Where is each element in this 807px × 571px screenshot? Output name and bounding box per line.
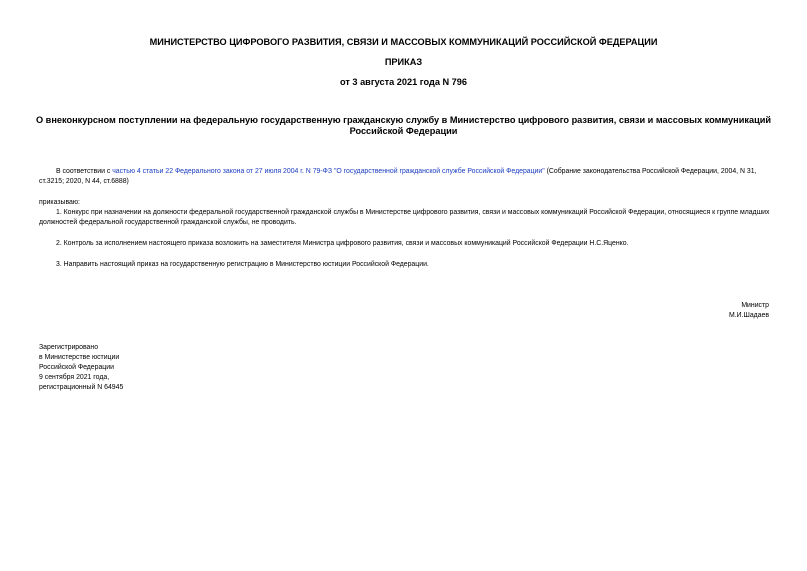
registration-block <box>39 343 123 393</box>
registration-line-3: Российской Федерации <box>39 364 114 371</box>
order-subject-heading: О внеконкурсном поступлении на федеральную государственную гражданскую службу в Министерство цифрового развития, связи и массовых коммуникаций Российской Федерации <box>35 115 772 136</box>
registration-line-2: в Министерстве юстиции <box>39 354 120 361</box>
order-item-1: 1. Конкурс при назначении на должности федеральной государственной гражданской службы в Министерстве цифрового развития, связи и массовых коммуникаций Российской Федерации, относящиеся к группе младших должностей федеральной государственной гражданской службы, не проводить. <box>39 209 770 226</box>
signature-block <box>729 301 769 321</box>
order-item-2: 2. Контроль за исполнением настоящего приказа возложить на заместителя Министра цифрового развития, связи и массовых коммуникаций Российской Федерации Н.С.Яценко. <box>56 240 629 247</box>
signatory-position: Министр <box>741 302 769 309</box>
order-date-heading: от 3 августа 2021 года N 796 <box>339 77 468 87</box>
orders-word: приказываю: <box>39 199 80 206</box>
order-item-3: 3. Направить настоящий приказ на государственную регистрацию в Министерство юстиции Российской Федерации. <box>56 261 429 268</box>
preamble-end-text: (Собрание законодательства Российской Федерации, 2004, N 31, ст.3215; 2020, N 44, ст.6888) <box>39 168 757 185</box>
federal-law-link[interactable]: частью 4 статьи 22 Федерального закона от 27 июля 2004 г. N 79-ФЗ "О государственной гражданской службе Российской Федерации" <box>112 168 545 175</box>
ministry-heading: МИНИСТЕРСТВО ЦИФРОВОГО РАЗВИТИЯ, СВЯЗИ И МАССОВЫХ КОММУНИКАЦИЙ РОССИЙСКОЙ ФЕДЕРАЦИИ <box>149 37 658 47</box>
registration-line-1: Зарегистрировано <box>39 344 99 351</box>
registration-line-5: регистрационный N 64945 <box>39 384 124 391</box>
order-type-heading: ПРИКАЗ <box>384 57 423 67</box>
signatory-name: М.И.Шадаев <box>728 312 769 319</box>
preamble-start-text: В соответствии с <box>56 168 113 175</box>
preamble-paragraph <box>39 167 771 187</box>
registration-line-4: 9 сентября 2021 года, <box>39 374 110 381</box>
